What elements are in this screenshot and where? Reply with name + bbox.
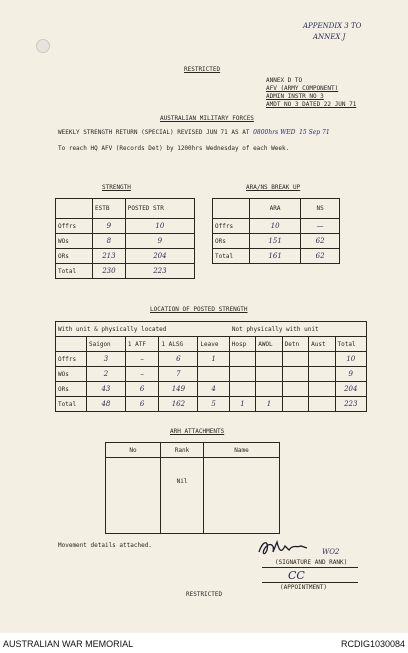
ara-ns-header-blank <box>213 199 250 219</box>
location-row-label: WOs <box>56 367 87 382</box>
ara-ns-row-label: Offrs <box>213 219 250 234</box>
strength-estb: 9 <box>93 219 126 234</box>
ns-value: — <box>301 219 340 234</box>
appointment-rule <box>262 582 358 583</box>
strength-header-blank <box>56 199 93 219</box>
location-cell: 9 <box>335 367 366 382</box>
location-cell: – <box>125 352 159 367</box>
ara-ns-row-label: ORs <box>213 234 250 249</box>
location-cell <box>229 382 255 397</box>
location-header: Hosp <box>229 337 255 352</box>
attachments-header-no: No <box>106 443 161 458</box>
location-cell: – <box>125 367 159 382</box>
appointment-hand: CC <box>288 569 305 582</box>
location-cell: 204 <box>335 382 366 397</box>
strength-estb: 230 <box>93 264 126 279</box>
location-cell <box>282 352 308 367</box>
strength-header-posted: POSTED STR <box>125 199 194 219</box>
return-line <box>58 129 330 136</box>
ara-ns-table <box>212 198 340 264</box>
footer-right: RCDIG1030084 <box>340 639 405 649</box>
signature-scrawl <box>255 536 315 560</box>
ara-ns-header-ns: NS <box>301 199 340 219</box>
ns-value: 62 <box>301 249 340 264</box>
ara-ns-row-label: Total <box>213 249 250 264</box>
return-printed: WEEKLY STRENGTH RETURN (SPECIAL) REVISED JUN 71 AS AT <box>58 129 250 136</box>
strength-posted: 223 <box>125 264 194 279</box>
strength-row-label: Offrs <box>56 219 93 234</box>
annex-line-1: ANNEX D TO <box>266 77 303 84</box>
strength-posted: 9 <box>125 234 194 249</box>
annex-line-3: ADMIN INSTR NO 3 <box>266 93 324 100</box>
strength-posted: 204 <box>125 249 194 264</box>
location-cell: 223 <box>335 397 366 412</box>
return-date: 15 Sep 71 <box>299 129 330 136</box>
location-cell: 6 <box>125 397 159 412</box>
strength-posted: 10 <box>125 219 194 234</box>
location-cell: 6 <box>159 352 198 367</box>
location-cell: 2 <box>87 367 126 382</box>
attachments-table <box>105 442 280 534</box>
location-header: AWOL <box>256 337 282 352</box>
location-header: Leave <box>198 337 229 352</box>
attachments-nil: Nil <box>161 458 204 534</box>
annex-line-2: AFV (ARMY COMPONENT) <box>266 85 339 92</box>
location-cell: 4 <box>198 382 229 397</box>
location-cell <box>256 367 282 382</box>
location-cell: 43 <box>87 382 126 397</box>
strength-title: STRENGTH <box>102 184 131 191</box>
location-cell <box>256 382 282 397</box>
instruction: To reach HQ AFV (Records Det) by 1200hrs Wednesday of each Week. <box>58 145 290 152</box>
punch-hole <box>36 39 50 53</box>
location-cell: 1 <box>229 397 255 412</box>
signature-rule <box>262 567 358 568</box>
attachments-header-name: Name <box>204 443 280 458</box>
location-cell <box>309 367 335 382</box>
location-cell: 1 <box>198 352 229 367</box>
location-cell <box>282 382 308 397</box>
location-cell: 3 <box>87 352 126 367</box>
signature-label: (SIGNATURE AND RANK) <box>275 559 348 566</box>
movement-details: Movement details attached. <box>58 542 152 549</box>
location-cell: 48 <box>87 397 126 412</box>
location-cell <box>198 367 229 382</box>
strength-row-label: Total <box>56 264 93 279</box>
location-cell: 1 <box>256 397 282 412</box>
attachments-name-cell <box>204 458 280 534</box>
location-header: Aust <box>309 337 335 352</box>
location-cell <box>309 352 335 367</box>
location-header: Total <box>335 337 366 352</box>
location-row-label: Total <box>56 397 87 412</box>
location-group-right: Not physically with unit <box>198 322 367 337</box>
ara-value: 161 <box>250 249 301 264</box>
location-cell: 6 <box>125 382 159 397</box>
location-row-label: ORs <box>56 382 87 397</box>
annex-line-4: AMDT NO 3 DATED 22 JUN 71 <box>266 101 357 108</box>
location-cell: 149 <box>159 382 198 397</box>
location-group-left: With unit & physically located <box>56 322 198 337</box>
location-header: 1 ALSG <box>159 337 198 352</box>
return-time: 0800hrs WED <box>253 129 296 136</box>
ara-value: 151 <box>250 234 301 249</box>
ns-value: 62 <box>301 234 340 249</box>
archive-footer <box>0 636 408 653</box>
heading: AUSTRALIAN MILITARY FORCES <box>160 115 254 122</box>
location-cell: 162 <box>159 397 198 412</box>
strength-table <box>55 198 195 279</box>
location-header: Saigon <box>87 337 126 352</box>
strength-row-label: ORs <box>56 249 93 264</box>
location-cell <box>282 367 308 382</box>
location-title: LOCATION OF POSTED STRENGTH <box>150 306 248 313</box>
location-cell: 5 <box>198 397 229 412</box>
location-header <box>56 337 87 352</box>
location-cell <box>229 352 255 367</box>
footer-left: AUSTRALIAN WAR MEMORIAL <box>3 639 134 649</box>
ara-ns-header-ara: ARA <box>250 199 301 219</box>
strength-estb: 213 <box>93 249 126 264</box>
location-header: 1 ATF <box>125 337 159 352</box>
ara-ns-title: ARA/NS BREAK UP <box>246 184 301 191</box>
stamp-line-1: APPENDIX 3 TO <box>303 22 362 30</box>
classification-bottom: RESTRICTED <box>186 591 223 598</box>
stamp-line-2: ANNEX J <box>313 33 346 41</box>
strength-row-label: WOs <box>56 234 93 249</box>
location-table <box>55 321 367 412</box>
location-header: Detn <box>282 337 308 352</box>
signature-rank: WO2 <box>322 548 340 556</box>
attachments-title: ARH ATTACHMENTS <box>170 428 225 435</box>
location-cell <box>309 397 335 412</box>
attachments-header-rank: Rank <box>161 443 204 458</box>
ara-value: 10 <box>250 219 301 234</box>
location-cell <box>229 367 255 382</box>
location-row-label: Offrs <box>56 352 87 367</box>
location-cell <box>309 382 335 397</box>
location-cell <box>256 352 282 367</box>
classification-top: RESTRICTED <box>184 66 221 73</box>
attachments-no-cell <box>106 458 161 534</box>
location-cell <box>282 397 308 412</box>
appointment-label: (APPOINTMENT) <box>280 584 327 591</box>
strength-header-estb: ESTB <box>93 199 126 219</box>
location-cell: 7 <box>159 367 198 382</box>
location-cell: 10 <box>335 352 366 367</box>
strength-estb: 8 <box>93 234 126 249</box>
